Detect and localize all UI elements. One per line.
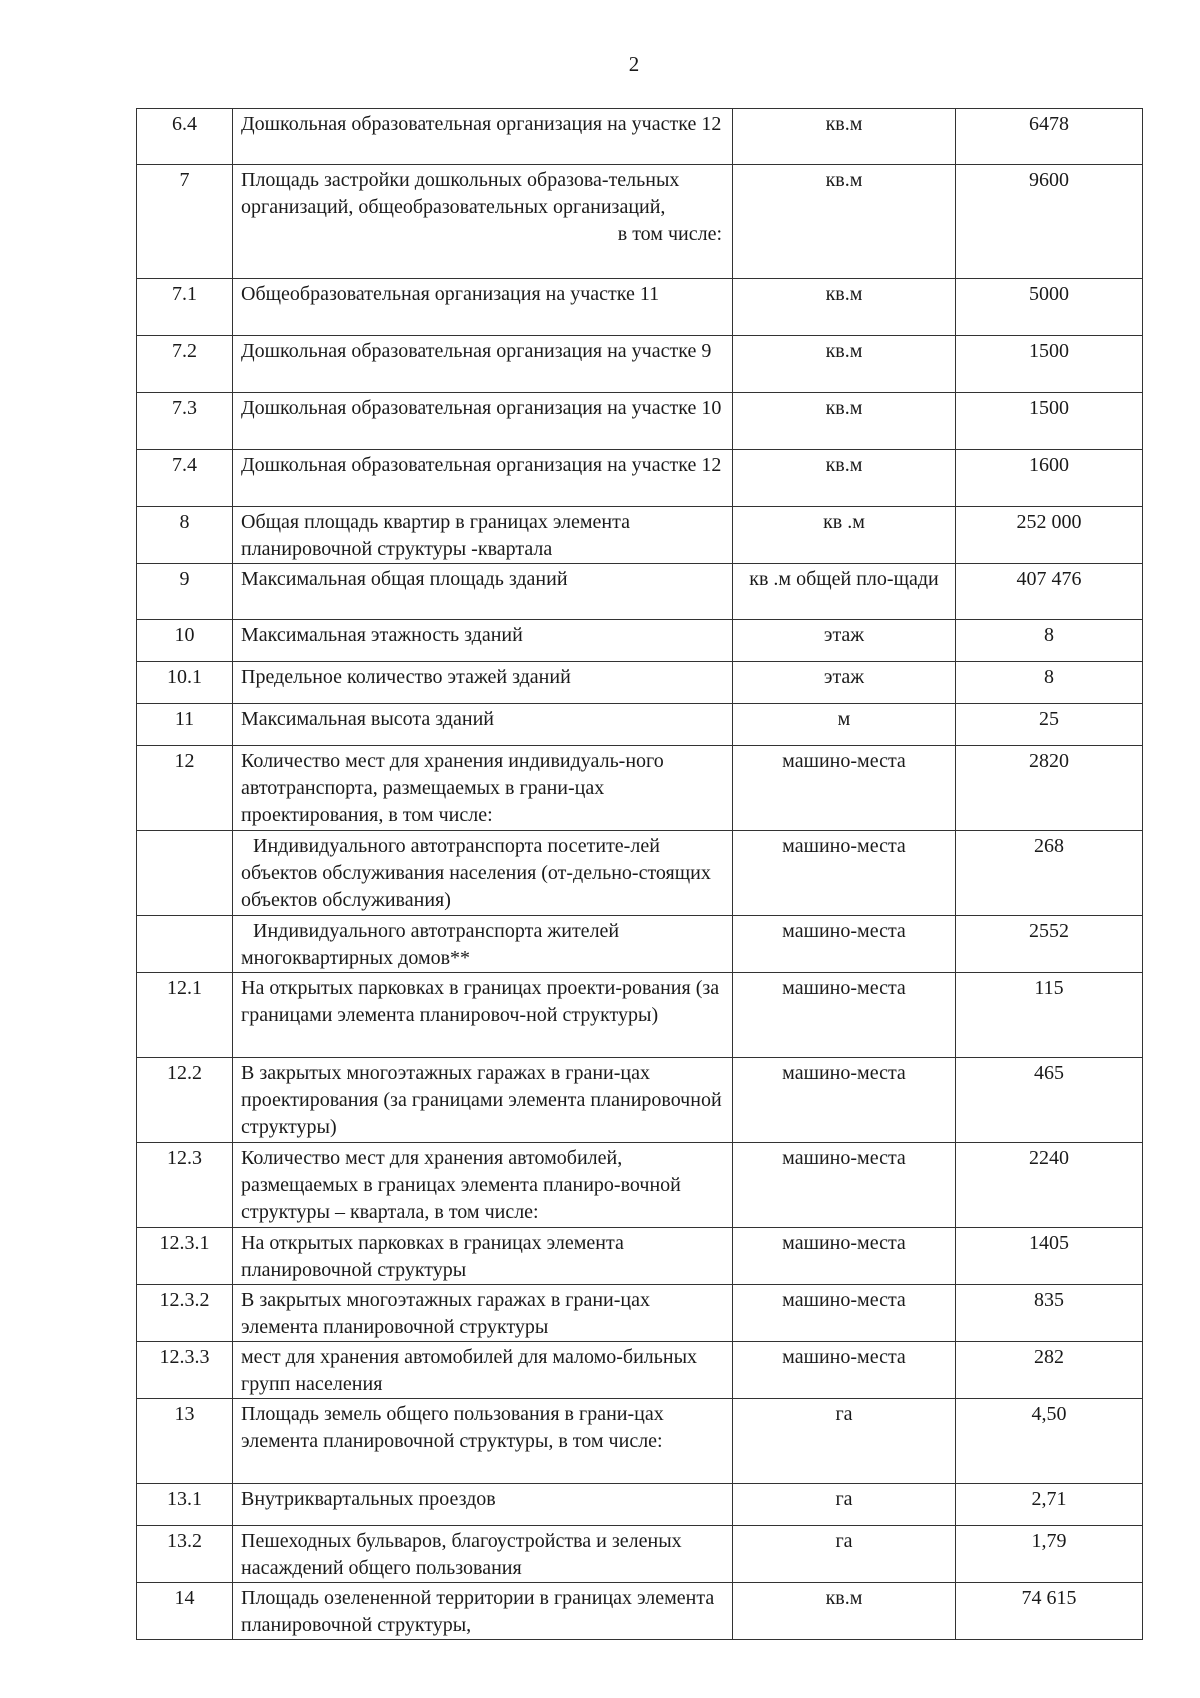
row-value: 2552	[956, 916, 1143, 973]
table-row	[137, 1285, 1143, 1342]
row-value: 407 476	[956, 564, 1143, 620]
row-unit: кв.м	[733, 1583, 956, 1640]
row-description	[233, 1526, 733, 1583]
row-description	[233, 916, 733, 973]
table-body	[137, 109, 1143, 1640]
row-description-text: Дошкольная образовательная организация на участке 10	[241, 397, 722, 419]
row-description	[233, 109, 733, 165]
row-number: 14	[137, 1583, 233, 1640]
row-description	[233, 336, 733, 393]
table-row	[137, 746, 1143, 831]
row-description	[233, 393, 733, 450]
row-number: 6.4	[137, 109, 233, 165]
row-value: 6478	[956, 109, 1143, 165]
row-description-text: мест для хранения автомобилей для маломо-бильных групп населения	[241, 1346, 698, 1395]
row-unit: машино-места	[733, 973, 956, 1058]
row-unit: га	[733, 1526, 956, 1583]
row-unit: этаж	[733, 620, 956, 662]
row-value: 465	[956, 1058, 1143, 1143]
row-description-subtext: в том числе:	[617, 223, 722, 245]
row-value: 1,79	[956, 1526, 1143, 1583]
row-unit: кв.м	[733, 279, 956, 336]
table-row	[137, 165, 1143, 279]
table-row	[137, 1526, 1143, 1583]
row-description-text: Предельное количество этажей зданий	[241, 666, 571, 688]
table-row	[137, 831, 1143, 916]
row-unit: машино-места	[733, 1285, 956, 1342]
row-number: 7.2	[137, 336, 233, 393]
row-description	[233, 279, 733, 336]
table-row	[137, 450, 1143, 507]
row-description-text: Дошкольная образовательная организация на участке 12	[241, 113, 722, 135]
row-value: 4,50	[956, 1399, 1143, 1484]
parameters-table	[136, 108, 1143, 1640]
row-description-text: Площадь земель общего пользования в грани-цах элемента планировочной структуры, в том числе:	[241, 1403, 664, 1452]
row-description-text: Дошкольная образовательная организация на участке 12	[241, 454, 722, 476]
row-unit: кв .м	[733, 507, 956, 564]
row-number: 13	[137, 1399, 233, 1484]
row-description-text: Количество мест для хранения индивидуаль-ного автотранспорта, размещаемых в грани-цах проектирования, в том числе:	[241, 750, 664, 826]
table-row	[137, 1484, 1143, 1526]
page-number: 2	[628, 52, 640, 76]
table-row	[137, 1399, 1143, 1484]
row-description-text: На открытых парковках в границах элемента планировочной структуры	[241, 1232, 624, 1281]
row-number: 10.1	[137, 662, 233, 704]
row-description	[233, 831, 733, 916]
row-description	[233, 1342, 733, 1399]
table-row	[137, 279, 1143, 336]
row-description-text: Общая площадь квартир в границах элемента планировочной структуры -квартала	[241, 511, 630, 560]
row-description	[233, 746, 733, 831]
row-number: 13.1	[137, 1484, 233, 1526]
row-value: 1405	[956, 1228, 1143, 1285]
row-description	[233, 1583, 733, 1640]
row-value: 5000	[956, 279, 1143, 336]
row-unit: машино-места	[733, 831, 956, 916]
row-number: 12.3	[137, 1143, 233, 1228]
row-description-text: Количество мест для хранения автомобилей, размещаемых в границах элемента планиро-вочной структуры – квартала, в том числе:	[241, 1147, 681, 1223]
row-description	[233, 507, 733, 564]
row-description-text: В закрытых многоэтажных гаражах в грани-цах проектирования (за границами элемента планировочной структуры)	[241, 1062, 722, 1138]
row-description-text: Внутриквартальных проездов	[241, 1488, 496, 1510]
row-number: 7.4	[137, 450, 233, 507]
row-number: 12.1	[137, 973, 233, 1058]
row-unit: м	[733, 704, 956, 746]
row-value: 1500	[956, 393, 1143, 450]
row-value: 1500	[956, 336, 1143, 393]
row-description	[233, 1285, 733, 1342]
row-unit: машино-места	[733, 916, 956, 973]
row-unit: машино-места	[733, 746, 956, 831]
table-row	[137, 564, 1143, 620]
table-row	[137, 1228, 1143, 1285]
table-row	[137, 336, 1143, 393]
table-row	[137, 393, 1143, 450]
row-number: 12.3.1	[137, 1228, 233, 1285]
row-unit: машино-места	[733, 1342, 956, 1399]
row-description-text: Максимальная высота зданий	[241, 708, 494, 730]
row-description	[233, 1228, 733, 1285]
row-value: 268	[956, 831, 1143, 916]
row-number: 12.2	[137, 1058, 233, 1143]
row-number	[137, 916, 233, 973]
table-row	[137, 973, 1143, 1058]
row-description-text: На открытых парковках в границах проекти-рования (за границами элемента планировоч-ной структуры)	[241, 977, 720, 1026]
row-unit: машино-места	[733, 1058, 956, 1143]
row-number: 11	[137, 704, 233, 746]
row-unit: кв.м	[733, 336, 956, 393]
row-description-text: В закрытых многоэтажных гаражах в грани-цах элемента планировочной структуры	[241, 1289, 650, 1338]
row-description-text: Максимальная этажность зданий	[241, 624, 523, 646]
row-value: 2820	[956, 746, 1143, 831]
row-description	[233, 1143, 733, 1228]
row-number: 7.1	[137, 279, 233, 336]
row-description-text: Индивидуального автотранспорта посетите-лей объектов обслуживания населения (от-дельно-стоящих объектов обслуживания)	[241, 835, 711, 911]
row-unit: кв.м	[733, 109, 956, 165]
row-value: 282	[956, 1342, 1143, 1399]
row-description	[233, 620, 733, 662]
row-value: 115	[956, 973, 1143, 1058]
row-description-text: Общеобразовательная организация на участке 11	[241, 283, 660, 305]
row-unit: машино-места	[733, 1143, 956, 1228]
row-value: 2240	[956, 1143, 1143, 1228]
row-number: 7	[137, 165, 233, 279]
row-description-text: Пешеходных бульваров, благоустройства и зеленых насаждений общего пользования	[241, 1530, 682, 1579]
row-description-text: Максимальная общая площадь зданий	[241, 568, 568, 590]
table-row	[137, 507, 1143, 564]
row-description	[233, 1399, 733, 1484]
row-description	[233, 165, 733, 279]
row-number: 12.3.3	[137, 1342, 233, 1399]
row-number: 10	[137, 620, 233, 662]
row-number	[137, 831, 233, 916]
row-value: 8	[956, 662, 1143, 704]
row-number: 13.2	[137, 1526, 233, 1583]
row-value: 1600	[956, 450, 1143, 507]
row-description	[233, 450, 733, 507]
row-unit: кв .м общей пло-щади	[733, 564, 956, 620]
row-description-text: Площадь озелененной территории в границах элемента планировочной структуры,	[241, 1587, 715, 1636]
row-value: 74 615	[956, 1583, 1143, 1640]
table-row	[137, 1583, 1143, 1640]
table-row	[137, 1058, 1143, 1143]
table-row	[137, 1342, 1143, 1399]
row-value: 2,71	[956, 1484, 1143, 1526]
row-number: 12.3.2	[137, 1285, 233, 1342]
row-unit: кв.м	[733, 393, 956, 450]
table-row	[137, 704, 1143, 746]
row-value: 8	[956, 620, 1143, 662]
row-description	[233, 564, 733, 620]
row-number: 12	[137, 746, 233, 831]
row-unit: этаж	[733, 662, 956, 704]
row-description	[233, 973, 733, 1058]
row-unit: га	[733, 1484, 956, 1526]
row-unit: кв.м	[733, 165, 956, 279]
row-description	[233, 662, 733, 704]
row-unit: га	[733, 1399, 956, 1484]
row-number: 7.3	[137, 393, 233, 450]
table-row	[137, 1143, 1143, 1228]
row-unit: машино-места	[733, 1228, 956, 1285]
row-description	[233, 1484, 733, 1526]
row-number: 9	[137, 564, 233, 620]
row-description-text: Дошкольная образовательная организация на участке 9	[241, 340, 712, 362]
row-description-text: Площадь застройки дошкольных образова-тельных организаций, общеобразовательных организаций,	[241, 169, 680, 218]
row-value: 835	[956, 1285, 1143, 1342]
table-row	[137, 620, 1143, 662]
row-number: 8	[137, 507, 233, 564]
row-description	[233, 1058, 733, 1143]
row-unit: кв.м	[733, 450, 956, 507]
table-row	[137, 662, 1143, 704]
row-description	[233, 704, 733, 746]
row-value: 25	[956, 704, 1143, 746]
row-description-text: Индивидуального автотранспорта жителей многоквартирных домов**	[241, 920, 620, 969]
table-row	[137, 916, 1143, 973]
row-value: 252 000	[956, 507, 1143, 564]
row-value: 9600	[956, 165, 1143, 279]
table-row	[137, 109, 1143, 165]
